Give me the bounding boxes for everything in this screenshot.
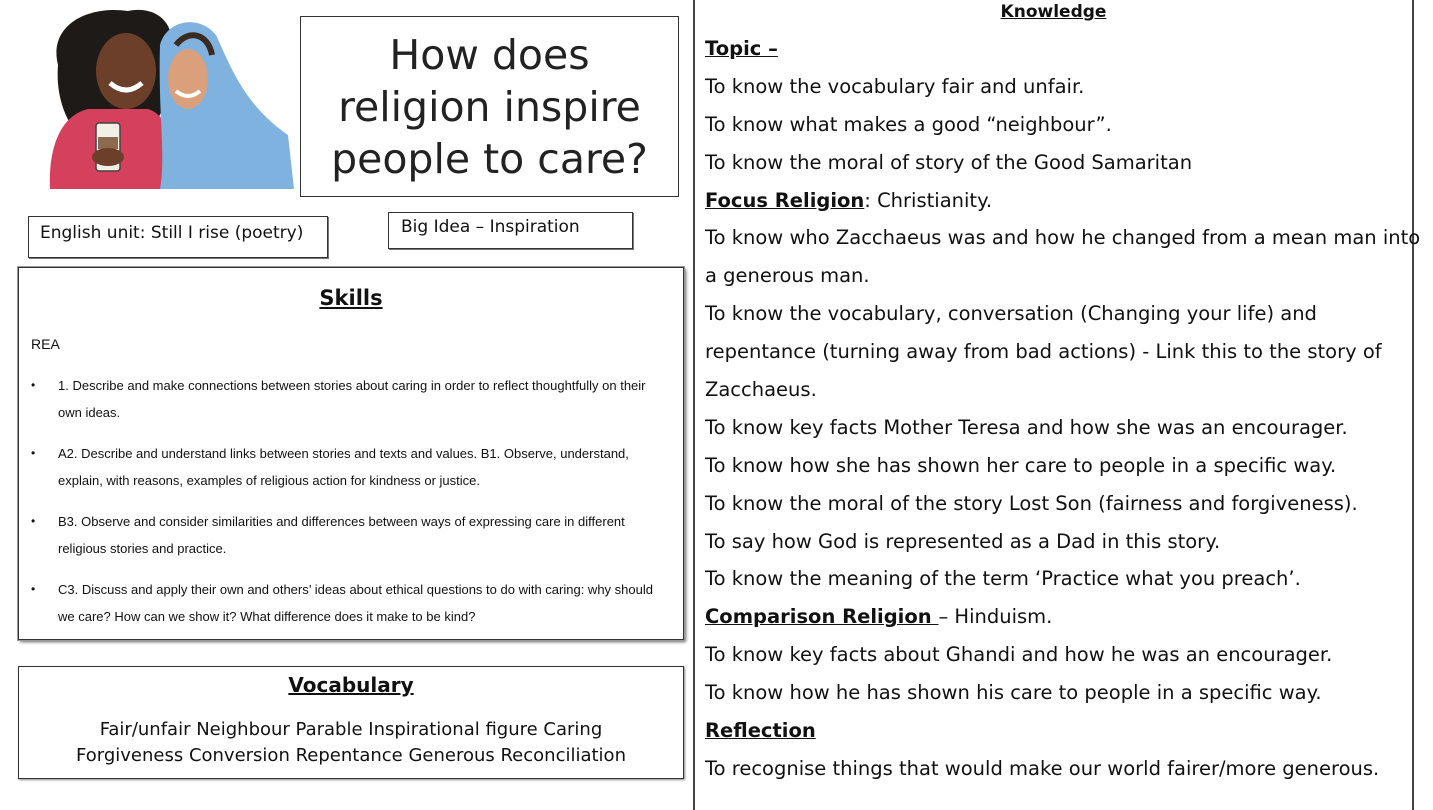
vocabulary-text: Fair/unfair Neighbour Parable Inspirational figure Caring Forgiveness Conversion Repentance Generous Reconciliation — [76, 719, 626, 766]
vocabulary-box — [18, 666, 684, 779]
knowledge-line: To know the vocabulary fair and unfair. — [705, 74, 1085, 98]
knowledge-line: To know the meaning of the term ‘Practice what you preach’. — [705, 567, 1301, 591]
skills-item: • C3. Discuss and apply their own and others’ ideas about ethical questions to do with caring: why should we care? How can we show it? What difference does it make to be kind? — [31, 576, 671, 630]
knowledge-line: repentance (turning away from bad actions) - Link this to the story of — [705, 340, 1382, 364]
knowledge-line: To know the moral of the story Lost Son (fairness and forgiveness). — [705, 491, 1358, 515]
skills-subheading: REA — [31, 336, 60, 352]
knowledge-heading: Knowledge — [1000, 2, 1107, 22]
skills-item: • B3. Observe and consider similarities and differences between ways of expressing care in different religious stories and practice. — [31, 508, 671, 562]
page-title: How does religion inspire people to care? — [331, 30, 648, 183]
skills-item: • A2. Describe and understand links between stories and texts and values. B1. Observe, understand, explain, with reasons, examples of religious action for kindness or justice. — [31, 440, 671, 494]
knowledge-line: To know what makes a good “neighbour”. — [705, 112, 1112, 136]
knowledge-line: To know key facts about Ghandi and how he was an encourager. — [705, 643, 1333, 667]
two-women-illustration — [48, 5, 294, 189]
big-idea-box — [388, 212, 633, 249]
knowledge-line: Focus Religion: Christianity. — [705, 188, 993, 212]
bullet-icon: • — [31, 582, 36, 596]
skills-list — [31, 372, 671, 630]
title-box — [300, 16, 679, 197]
bullet-icon: • — [31, 446, 36, 460]
knowledge-line: To recognise things that would make our world fairer/more generous. — [705, 756, 1380, 780]
bullet-icon: • — [31, 378, 36, 392]
skills-box — [18, 267, 684, 640]
big-idea-text: Big Idea – Inspiration — [401, 217, 580, 237]
skills-heading: Skills — [319, 286, 383, 310]
english-unit-text: English unit: Still I rise (poetry) — [40, 223, 304, 243]
knowledge-line: Topic – — [705, 37, 778, 60]
knowledge-line: To know the vocabulary, conversation (Changing your life) and — [705, 302, 1317, 326]
knowledge-list — [705, 30, 1421, 788]
dark-face-shape — [96, 33, 156, 109]
knowledge-line: To know who Zacchaeus was and how he changed from a mean man into — [705, 226, 1421, 250]
skills-item: • 1. Describe and make connections between stories about caring in order to reflect thoughtfully on their own ideas. — [31, 372, 671, 426]
knowledge-line: To know how he has shown his care to people in a specific way. — [705, 681, 1322, 705]
knowledge-line: To know key facts Mother Teresa and how she was an encourager. — [705, 415, 1348, 439]
knowledge-line: Reflection — [705, 719, 816, 743]
knowledge-line: To know the moral of story of the Good Samaritan — [705, 150, 1193, 174]
knowledge-line: a generous man. — [705, 264, 870, 288]
vocabulary-heading: Vocabulary — [288, 673, 414, 697]
knowledge-line: Comparison Religion – Hinduism. — [705, 605, 1053, 629]
knowledge-panel — [693, 0, 1421, 810]
knowledge-line: Zacchaeus. — [705, 378, 817, 402]
light-face-shape — [168, 49, 208, 109]
english-unit-box — [28, 216, 328, 258]
knowledge-line: To know how she has shown her care to people in a specific way. — [705, 453, 1337, 477]
knowledge-line: To say how God is represented as a Dad in this story. — [705, 529, 1221, 553]
bullet-icon: • — [31, 514, 36, 528]
